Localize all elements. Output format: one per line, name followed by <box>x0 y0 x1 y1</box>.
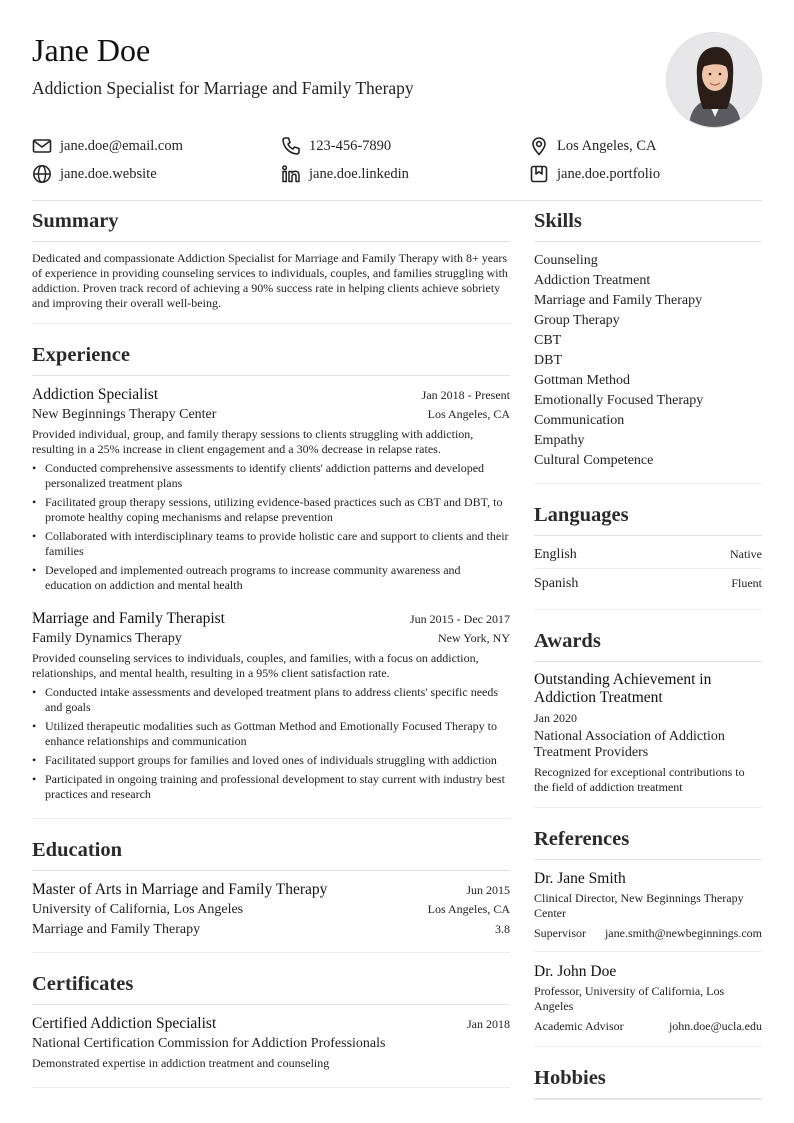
contact-location-text: Los Angeles, CA <box>557 137 657 154</box>
job-bullets <box>32 461 510 593</box>
references-heading: References <box>534 824 762 860</box>
contact-linkedin-text: jane.doe.linkedin <box>309 165 409 182</box>
certificate-date: Jan 2018 <box>467 1017 510 1031</box>
contact-email[interactable] <box>32 134 183 158</box>
contact-email-text: jane.doe@email.com <box>60 137 183 154</box>
summary-heading: Summary <box>32 206 510 242</box>
language-name: Spanish <box>534 576 579 591</box>
awards-heading: Awards <box>534 626 762 662</box>
job-location: New York, NY <box>437 631 510 645</box>
reference-position: Clinical Director, New Beginnings Therapy Center <box>534 891 744 920</box>
phone-icon <box>281 136 301 156</box>
candidate-title: Addiction Specialist for Marriage and Family Therapy <box>32 78 414 98</box>
summary-text: Dedicated and compassionate Addiction Specialist for Marriage and Family Therapy with 8+ years of experience in providing counseling services to individuals, couples, and families struggling with addiction. Proven track record of achieving a 90% success rate in helping clients achieve sobriety and improving their overall well-being. <box>32 251 508 310</box>
contact-portfolio-text: jane.doe.portfolio <box>557 165 661 182</box>
job-description: Provided individual, group, and family therapy sessions to clients struggling with addiction, resulting in a 25% increase in client engagement and a 30% decrease in relapse rates. <box>32 427 474 456</box>
job-bullet: • Facilitated support groups for families and loved ones of individuals struggling with addiction <box>32 753 510 768</box>
reference-relation: Supervisor <box>534 926 586 940</box>
experience-entry <box>32 385 510 593</box>
education-heading: Education <box>32 835 510 871</box>
hobbies-heading: Hobbies <box>534 1063 762 1099</box>
job-location: Los Angeles, CA <box>427 407 510 421</box>
experience-heading: Experience <box>32 340 510 376</box>
skill-item: Marriage and Family Therapy <box>534 293 703 308</box>
language-item <box>534 545 762 569</box>
certificate-description: Demonstrated expertise in addiction treatment and counseling <box>32 1056 330 1070</box>
certificates-section <box>32 969 510 1088</box>
main-column <box>32 206 510 1104</box>
award-organization: National Association of Addiction Treatment Providers <box>534 729 725 760</box>
award-date: Jan 2020 <box>534 711 577 725</box>
contact-website[interactable] <box>32 162 157 186</box>
skills-section <box>534 206 762 484</box>
contact-location <box>529 134 656 158</box>
job-date: Jun 2015 - Dec 2017 <box>410 612 510 626</box>
references-section <box>534 824 762 1047</box>
mail-icon <box>32 136 52 156</box>
job-bullets <box>32 685 510 802</box>
skills-heading: Skills <box>534 206 762 242</box>
summary-section <box>32 206 510 324</box>
certificates-heading: Certificates <box>32 969 510 1005</box>
education-location: Los Angeles, CA <box>427 902 510 916</box>
award-description: Recognized for exceptional contributions to the field of addiction treatment <box>534 765 745 794</box>
skill-item: Gottman Method <box>534 373 631 388</box>
reference-position: Professor, University of California, Los Angeles <box>534 984 725 1013</box>
skill-item: Group Therapy <box>534 313 620 328</box>
sidebar-column <box>534 206 762 1116</box>
hobbies-section <box>534 1063 762 1100</box>
reference-name: Dr. Jane Smith <box>534 870 626 887</box>
education-field: Marriage and Family Therapy <box>32 922 201 937</box>
skill-item: DBT <box>534 353 562 368</box>
job-bullet: • Conducted intake assessments and developed treatment plans to address clients' specific needs and goals <box>32 685 510 715</box>
job-bullet: • Conducted comprehensive assessments to identify clients' addiction patterns and developed personalized treatment plans <box>32 461 510 491</box>
job-bullet: • Utilized therapeutic modalities such as Gottman Method and Emotionally Focused Therapy to enhance relationships and communication <box>32 719 510 749</box>
job-bullet: • Participated in ongoing training and professional development to stay current with industry best practices and research <box>32 772 510 802</box>
job-title: Marriage and Family Therapist <box>32 610 225 627</box>
skill-item: Communication <box>534 413 625 428</box>
job-description: Provided counseling services to individuals, couples, and families, with a focus on addiction, relationships, and mental health, resulting in a 95% client satisfaction rate. <box>32 651 479 680</box>
skill-item: Emotionally Focused Therapy <box>534 393 704 408</box>
job-date: Jan 2018 - Present <box>421 388 510 402</box>
map-pin-icon <box>529 136 549 156</box>
experience-entry <box>32 609 510 802</box>
job-bullet: • Facilitated group therapy sessions, utilizing evidence-based practices such as CBT and DBT, to promote healthy coping mechanisms and relapse prevention <box>32 495 510 525</box>
skill-item: Empathy <box>534 433 585 448</box>
job-bullet: • Developed and implemented outreach programs to increase community awareness and education on addiction and mental health <box>32 563 510 593</box>
language-item <box>534 574 762 597</box>
reference-relation: Academic Advisor <box>534 1019 624 1033</box>
reference-email[interactable]: john.doe@ucla.edu <box>668 1019 762 1033</box>
reference-name: Dr. John Doe <box>534 963 617 980</box>
languages-heading: Languages <box>534 500 762 536</box>
globe-icon <box>32 164 52 184</box>
contact-linkedin[interactable] <box>281 162 409 186</box>
job-title: Addiction Specialist <box>32 386 159 403</box>
contact-website-text: jane.doe.website <box>60 165 157 182</box>
experience-section <box>32 340 510 819</box>
reference-item <box>534 869 762 952</box>
header-divider <box>32 200 762 201</box>
certificate-title: Certified Addiction Specialist <box>32 1015 217 1032</box>
contact-phone-text: 123-456-7890 <box>309 137 392 154</box>
certificate-issuer: National Certification Commission for Addiction Professionals <box>32 1036 386 1051</box>
profile-photo-image <box>667 33 762 128</box>
award-title: Outstanding Achievement in Addiction Treatment <box>534 671 712 706</box>
reference-email[interactable]: jane.smith@newbeginnings.com <box>604 926 762 940</box>
candidate-name: Jane Doe <box>32 32 151 68</box>
job-company: Family Dynamics Therapy <box>32 631 182 646</box>
skill-item: CBT <box>534 333 562 348</box>
education-date: Jun 2015 <box>466 883 510 897</box>
language-level: Fluent <box>731 576 762 590</box>
skill-item: Cultural Competence <box>534 453 654 468</box>
skill-item: Counseling <box>534 253 598 268</box>
languages-section <box>534 500 762 610</box>
language-level: Native <box>730 547 762 561</box>
job-company: New Beginnings Therapy Center <box>32 407 217 422</box>
linkedin-icon <box>281 164 301 184</box>
education-school: University of California, Los Angeles <box>32 902 244 917</box>
skill-item: Addiction Treatment <box>534 273 651 288</box>
education-degree: Master of Arts in Marriage and Family Therapy <box>32 881 328 898</box>
language-name: English <box>534 547 577 562</box>
contact-portfolio[interactable] <box>529 162 660 186</box>
education-gpa: 3.8 <box>495 922 510 936</box>
education-section <box>32 835 510 953</box>
bookmark-icon <box>529 164 549 184</box>
contact-phone[interactable] <box>281 134 391 158</box>
reference-item <box>534 962 762 1034</box>
job-bullet: • Collaborated with interdisciplinary teams to provide holistic care and support to clients and their families <box>32 529 510 559</box>
awards-section <box>534 626 762 808</box>
profile-photo <box>666 32 762 128</box>
